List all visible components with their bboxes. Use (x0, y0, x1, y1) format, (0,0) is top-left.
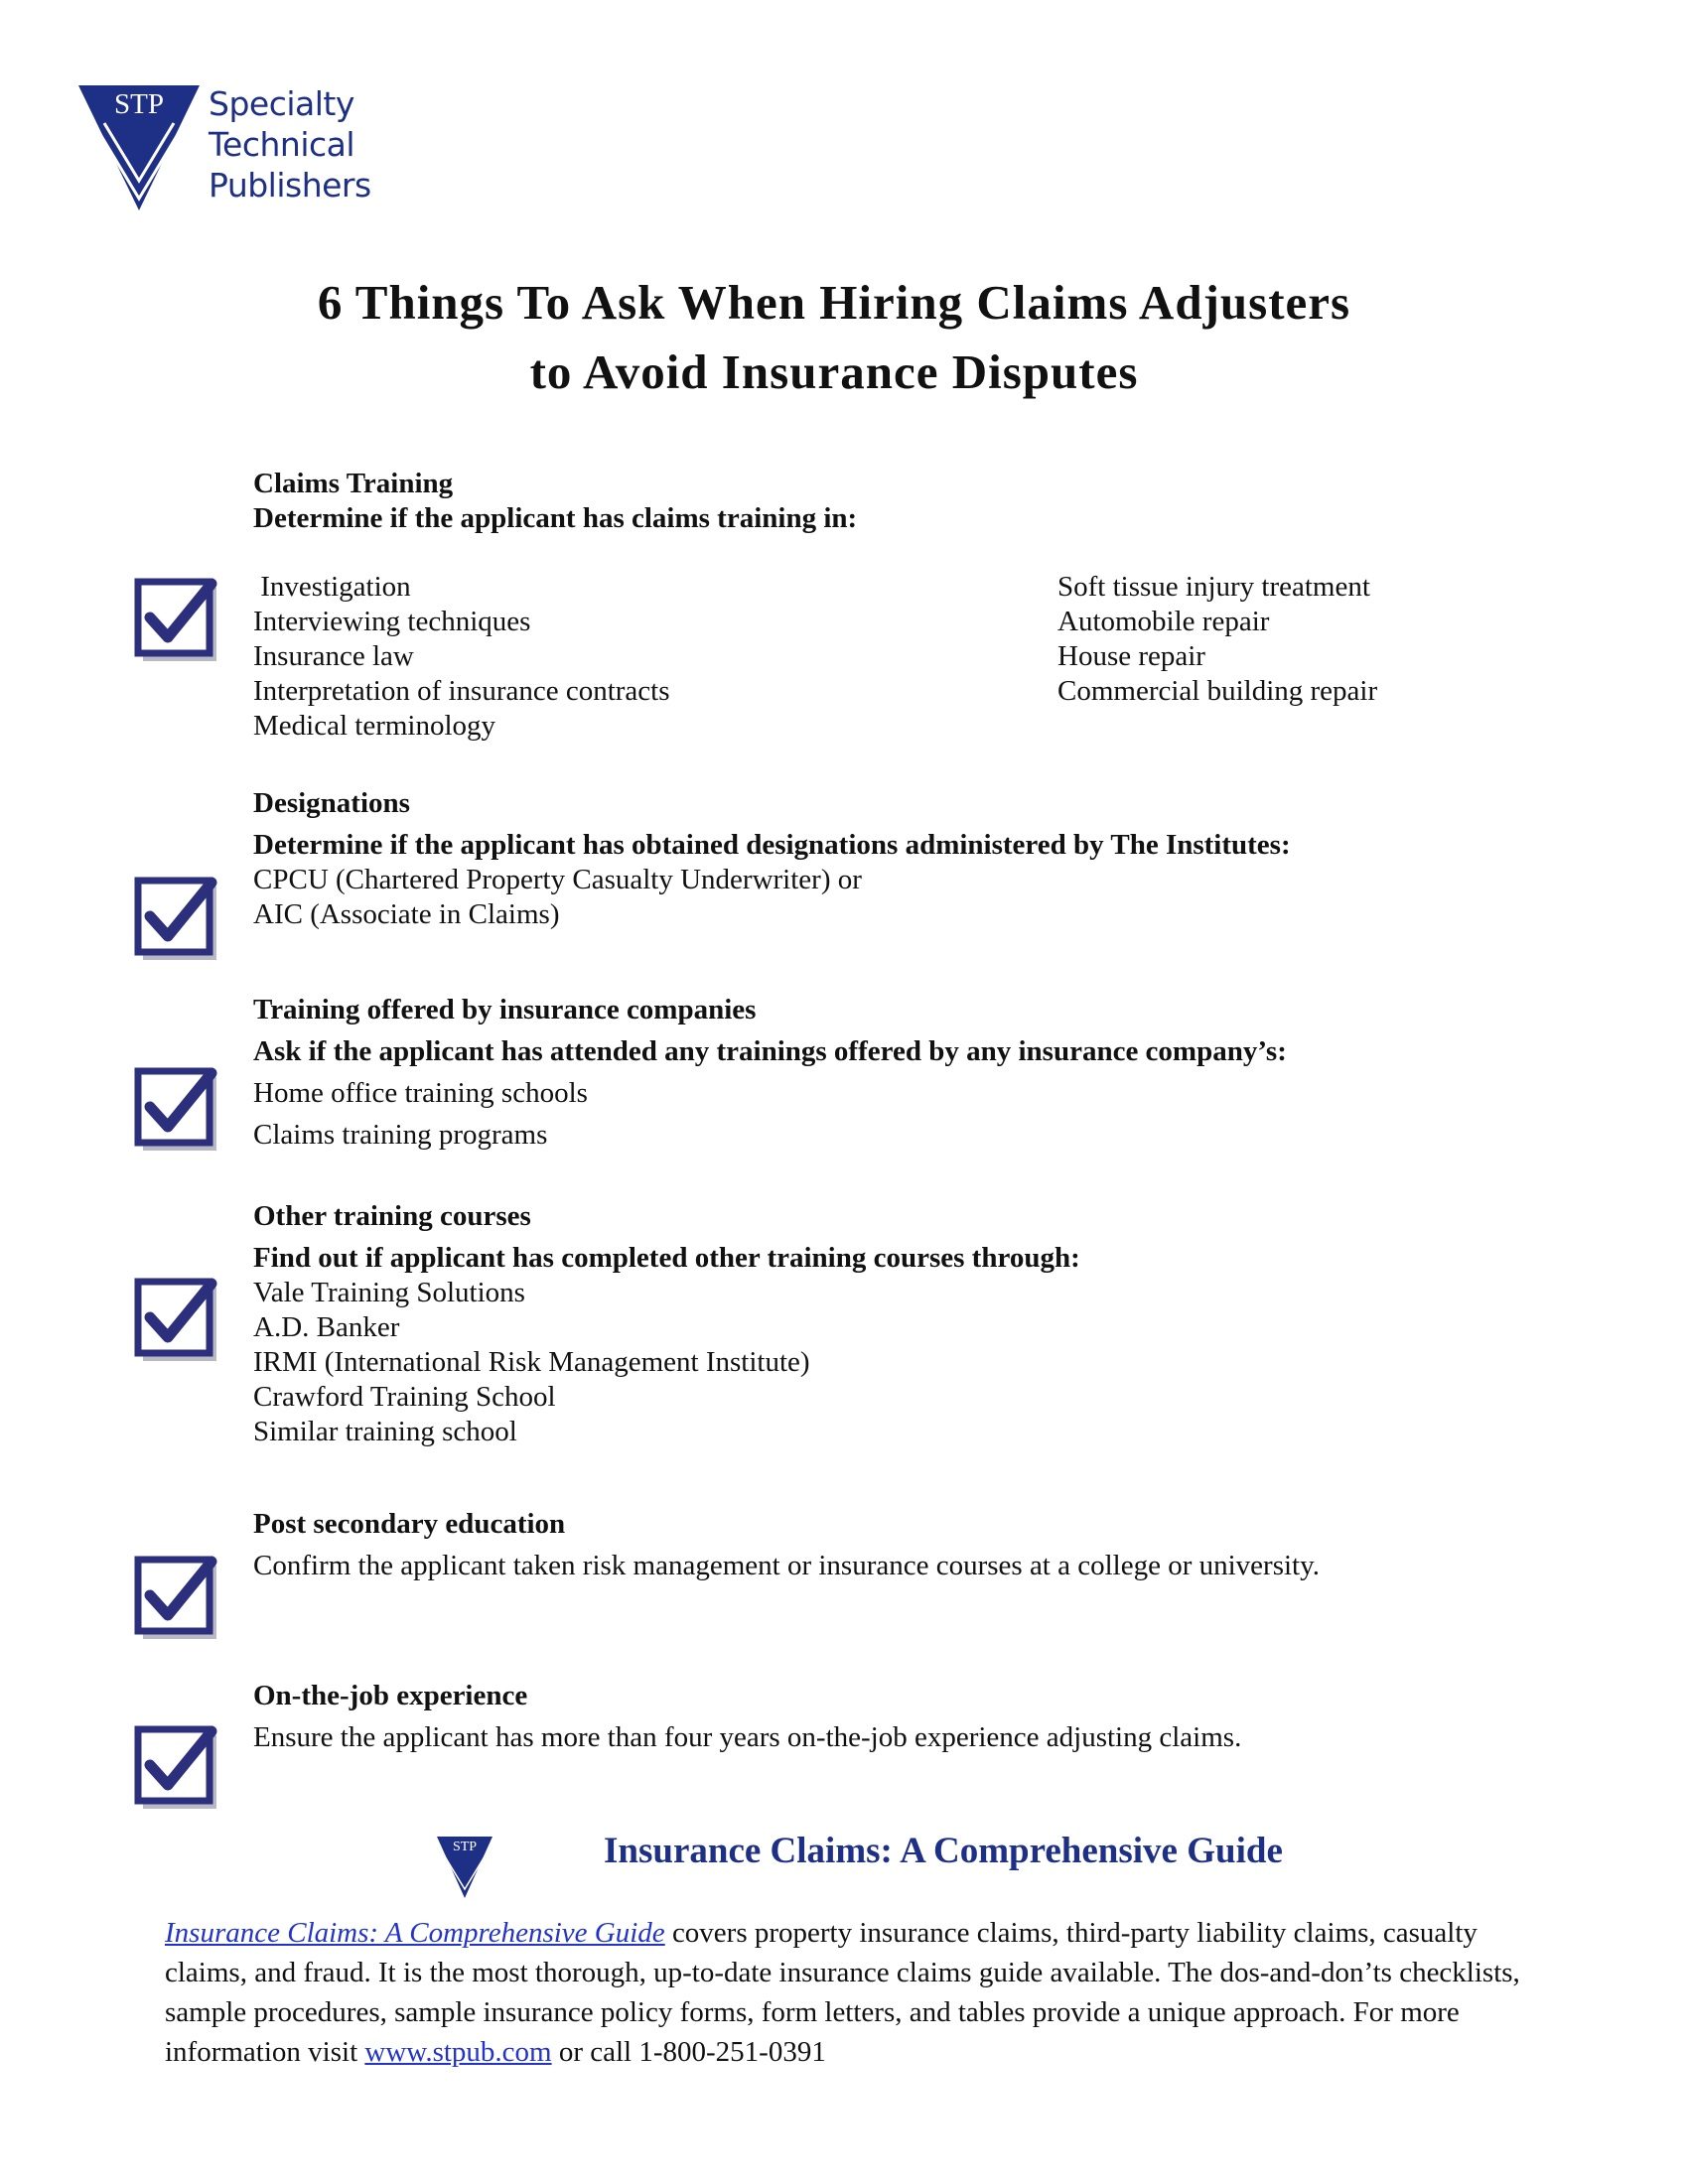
list-item: Interviewing techniques (253, 606, 531, 637)
publisher-name-line: Specialty (209, 84, 354, 123)
training-topics-right (1057, 570, 1377, 709)
title-line-2: to Avoid Insurance Disputes (529, 344, 1139, 399)
section-designations (253, 786, 1291, 932)
section-subheading: Determine if the applicant has obtained designations administered by The Institutes: (253, 829, 1291, 861)
section-heading: Other training courses (253, 1200, 531, 1232)
book-description (165, 1913, 1525, 2072)
list-item: Commercial building repair (1057, 675, 1378, 707)
section-subheading: Find out if applicant has completed other training courses through: (253, 1242, 1080, 1274)
checkbox-checked-icon (134, 578, 223, 667)
description-text: covers property insurance claims, third-party liability claims, casualty claims, and fraud. It is the most thorough, up-to-date insurance claims guide available. The dos-and-don’ts checklists, sample procedures, sample insurance policy forms, form letters, and tables provide a unique approach. For more information visit (165, 1917, 1520, 2068)
list-item: Claims training programs (253, 1119, 548, 1151)
list-item: Automobile repair (1057, 606, 1270, 637)
list-item: Home office training schools (253, 1077, 588, 1109)
publisher-name-line: Technical (209, 125, 355, 164)
list-item: Crawford Training School (253, 1381, 556, 1413)
section-heading: Training offered by insurance companies (253, 994, 757, 1025)
training-topics (253, 570, 1378, 744)
list-item: Investigation (253, 571, 411, 603)
checkbox-checked-icon (134, 1556, 223, 1645)
book-title: Insurance Claims: A Comprehensive Guide (604, 1831, 1283, 1871)
list-item: Medical terminology (253, 710, 496, 742)
list-item: House repair (1057, 640, 1205, 672)
stp-small-mark: STP (452, 1840, 478, 1854)
stp-mark: STP (114, 88, 164, 120)
checkbox-checked-icon (134, 1067, 223, 1157)
title-line-1: 6 Things To Ask When Hiring Claims Adjusters (317, 275, 1351, 330)
stp-small-logo-icon (435, 1835, 494, 1900)
section-claims-training (253, 467, 1378, 744)
publisher-name-line: Publishers (209, 166, 371, 205)
list-item: Soft tissue injury treatment (1057, 571, 1370, 603)
list-item: Insurance law (253, 640, 414, 672)
checkbox-checked-icon (134, 1278, 223, 1367)
list-item: Similar training school (253, 1416, 517, 1447)
section-post-secondary (253, 1503, 1320, 1586)
stp-logo (74, 81, 392, 215)
stp-triangle-icon (74, 81, 204, 215)
checkbox-checked-icon (134, 877, 223, 966)
list-item: AIC (Associate in Claims) (253, 898, 560, 930)
checkbox-checked-icon (134, 1725, 223, 1815)
section-other-training (253, 1199, 1080, 1449)
publisher-name (209, 83, 371, 205)
section-heading: Designations (253, 787, 410, 819)
section-heading: Claims Training (253, 468, 454, 499)
list-item: CPCU (Chartered Property Casualty Underwriter) or (253, 864, 862, 895)
section-on-the-job (253, 1675, 1241, 1758)
list-item: Interpretation of insurance contracts (253, 675, 670, 707)
training-topics-left (253, 570, 857, 744)
list-item: Ensure the applicant has more than four years on-the-job experience adjusting claims. (253, 1721, 1242, 1753)
section-insurance-company-training (253, 989, 1287, 1156)
section-subheading: Ask if the applicant has attended any trainings offered by any insurance company’s: (253, 1035, 1287, 1067)
website-link[interactable]: www.stpub.com (364, 2036, 552, 2068)
book-link[interactable]: Insurance Claims: A Comprehensive Guide (165, 1917, 665, 1949)
list-item: Confirm the applicant taken risk management or insurance courses at a college or university. (253, 1550, 1320, 1581)
section-heading: On-the-job experience (253, 1680, 528, 1711)
list-item: Vale Training Solutions (253, 1277, 525, 1308)
section-heading: Post secondary education (253, 1508, 566, 1540)
page-title (0, 268, 1668, 407)
list-item: A.D. Banker (253, 1311, 400, 1343)
section-subheading: Determine if the applicant has claims training in: (253, 502, 858, 534)
list-item: IRMI (International Risk Management Institute) (253, 1346, 810, 1378)
phone-text: or call 1-800-251-0391 (551, 2036, 826, 2068)
